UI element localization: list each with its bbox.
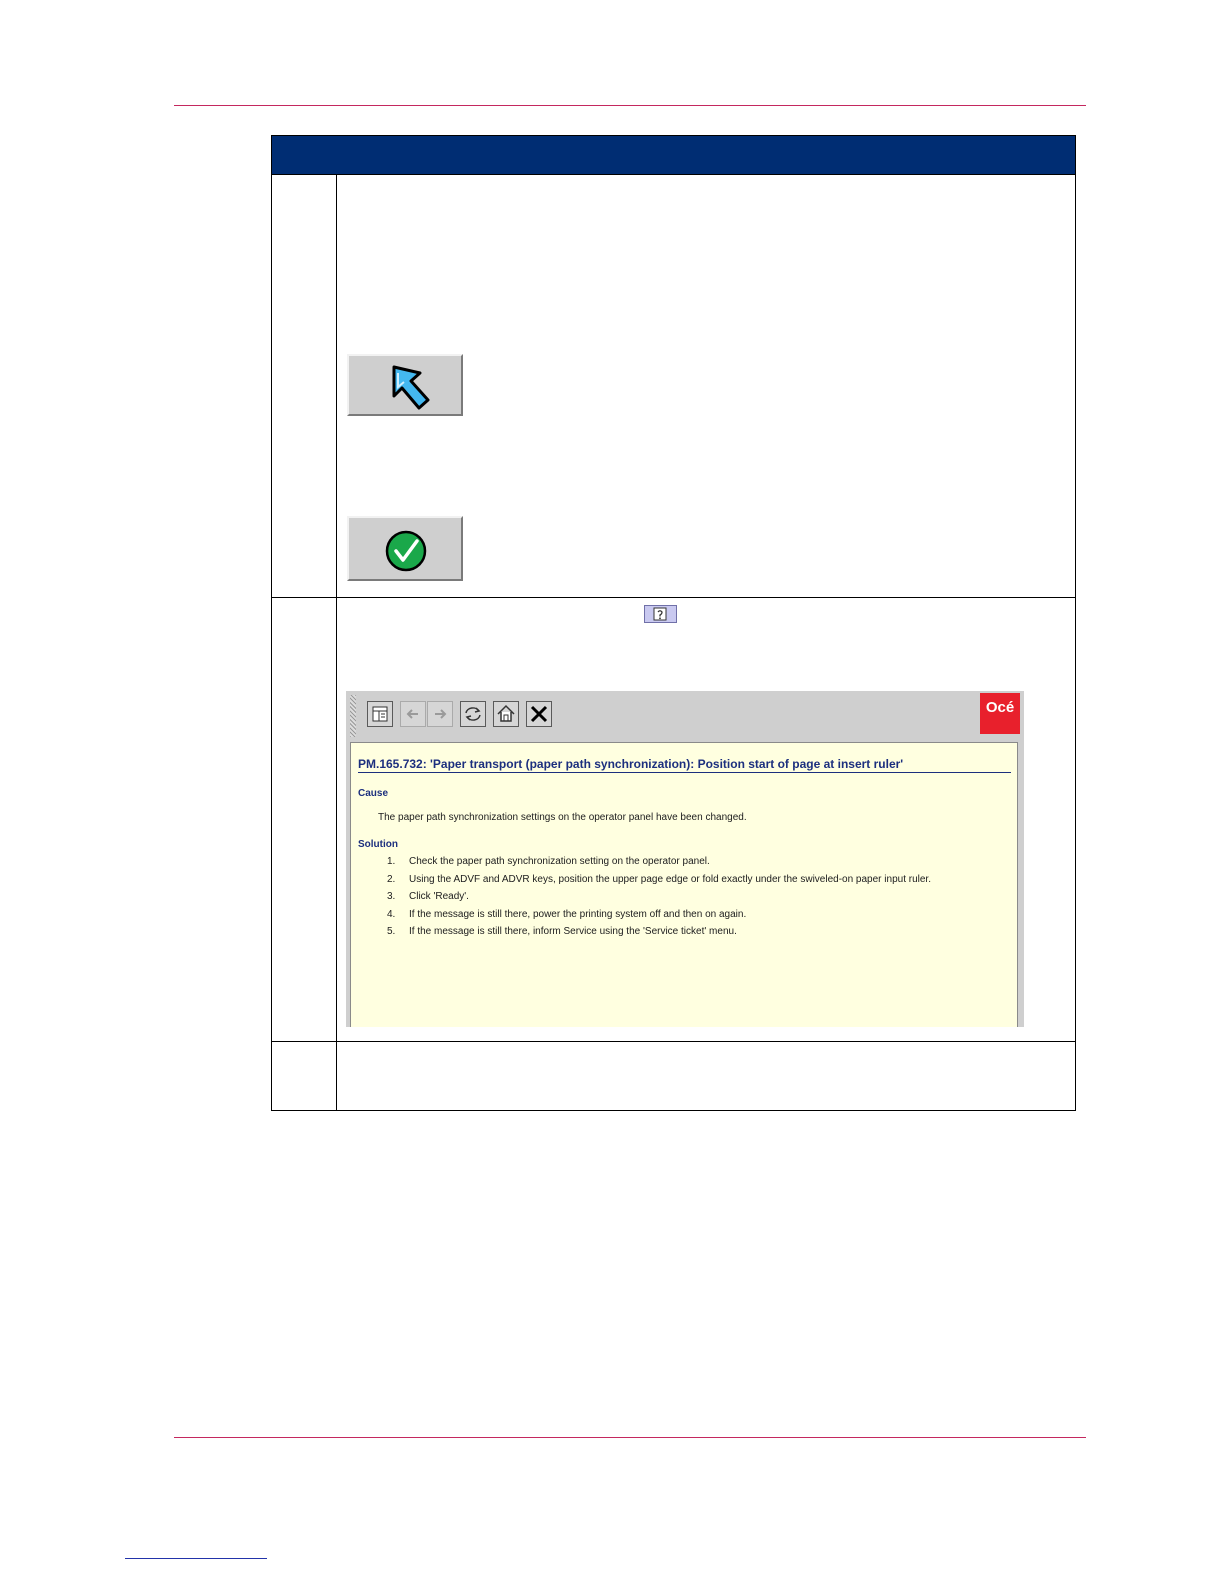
column-divider: [336, 174, 337, 1110]
ok-button[interactable]: [347, 516, 463, 581]
solution-list: [378, 856, 931, 944]
help-window: [346, 691, 1024, 1027]
sync-button[interactable]: [460, 701, 486, 727]
close-button[interactable]: [526, 701, 552, 727]
help-icon[interactable]: [644, 605, 677, 623]
oce-logo: Océ: [980, 693, 1020, 734]
footer-rule: [174, 1437, 1086, 1438]
arrow-button[interactable]: [347, 354, 463, 416]
home-button[interactable]: [493, 701, 519, 727]
contents-button[interactable]: [367, 701, 393, 727]
table-header: [272, 136, 1075, 175]
cause-text: The paper path synchronization settings on the operator panel have been changed.: [378, 812, 747, 823]
row-divider: [272, 1041, 1075, 1042]
solution-step: 2. Using the ADVF and ADVR keys, position the upper page edge or fold exactly under the swiveled-on paper input ruler.: [387, 873, 931, 885]
help-title: PM.165.732: 'Paper transport (paper path synchronization): Position start of page at insert ruler': [358, 757, 1011, 773]
solution-heading: Solution: [358, 839, 398, 850]
forward-button[interactable]: [427, 701, 453, 727]
row-divider: [272, 597, 1075, 598]
help-content: [350, 742, 1018, 1027]
solution-step: 4. If the message is still there, power the printing system off and then on again.: [387, 908, 747, 920]
header-rule: [174, 105, 1086, 106]
back-button[interactable]: [400, 701, 426, 727]
solution-step: 3. Click 'Ready'.: [387, 891, 469, 902]
toolbar-grip[interactable]: [350, 695, 356, 737]
solution-step: 5. If the message is still there, inform Service using the 'Service ticket' menu.: [387, 926, 737, 937]
footer-link-underline[interactable]: [125, 1558, 267, 1559]
solution-step: 1. Check the paper path synchronization setting on the operator panel.: [387, 856, 710, 867]
cause-heading: Cause: [358, 788, 389, 799]
